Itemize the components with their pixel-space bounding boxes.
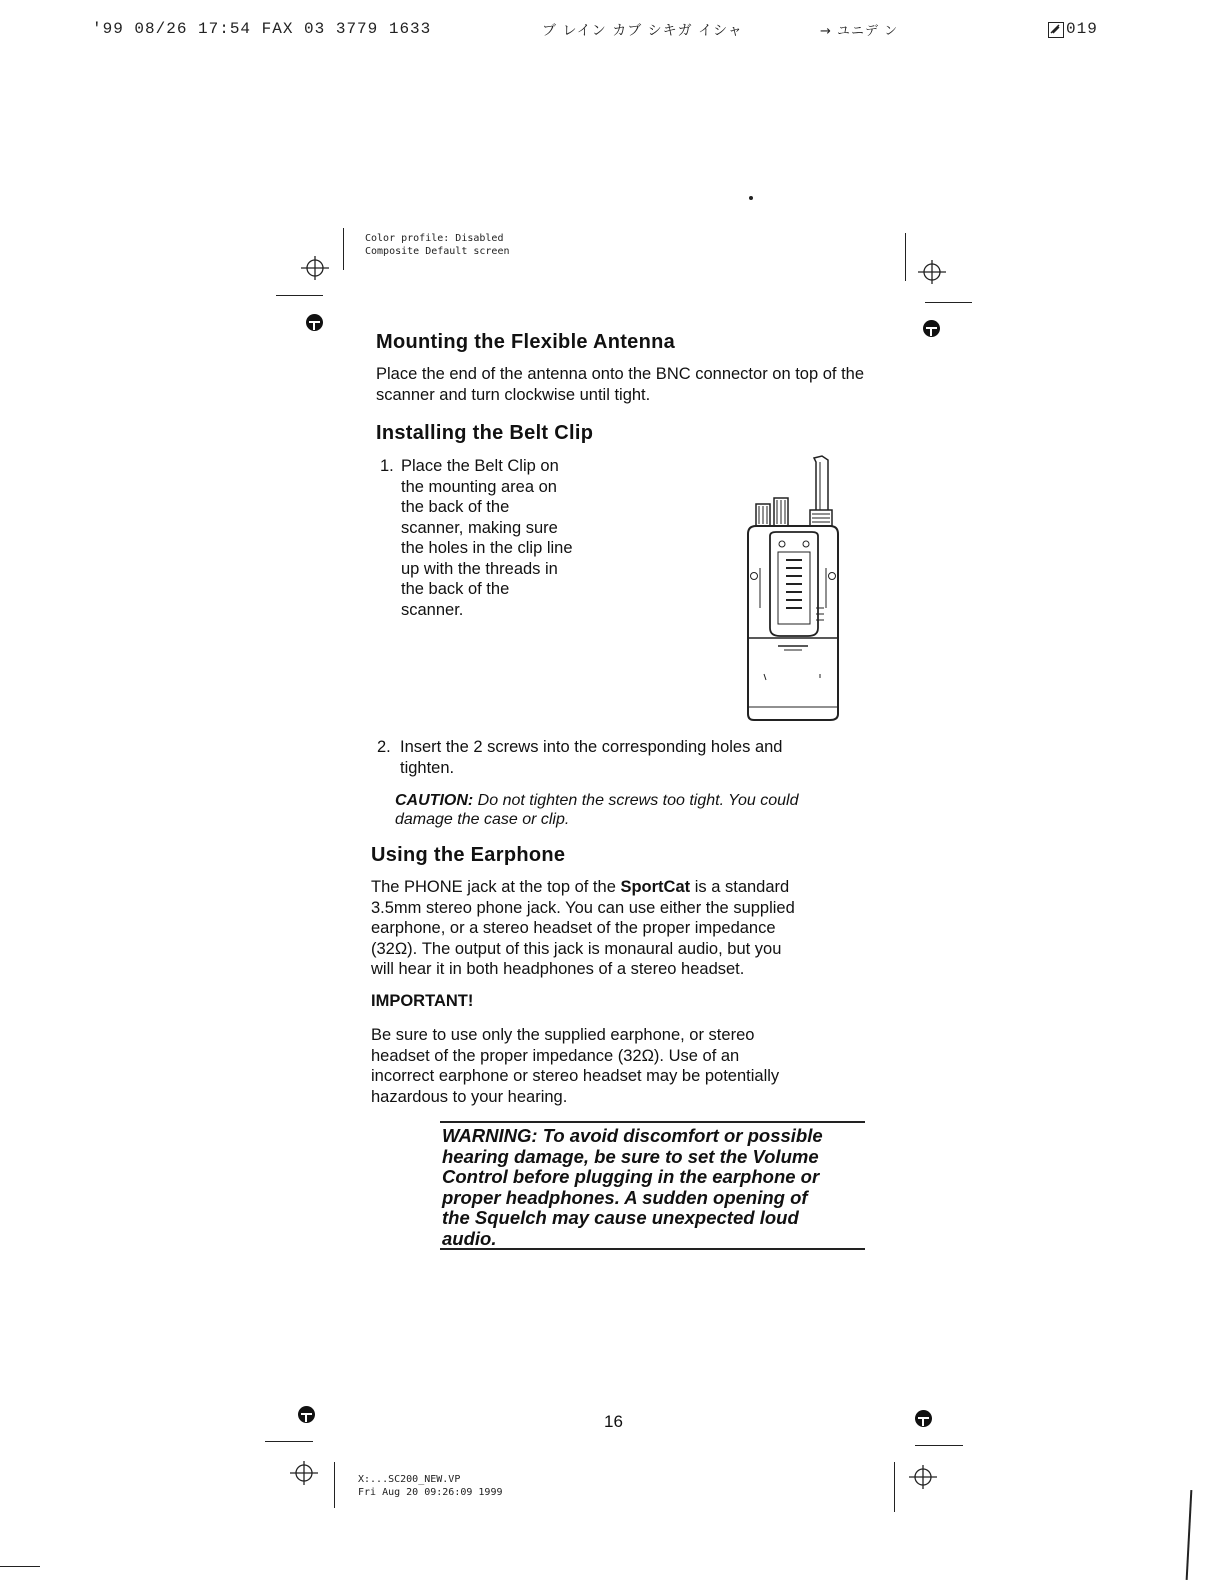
heading-antenna: Mounting the Flexible Antenna [376,331,676,353]
earphone-paragraph-1 [371,877,871,980]
page-number: 16 [604,1412,623,1431]
paragraph-line: Be sure to use only the supplied earphone, or stereo [371,1026,755,1044]
text-run: The PHONE jack at the top of the [371,878,621,896]
paragraph-line: 3.5mm stereo phone jack. You can use either the supplied [371,898,795,917]
step-line: the mounting area on [401,477,557,496]
step-line: up with the threads in [401,559,558,578]
crop-line [276,295,323,296]
step-number: 2. [377,738,391,756]
step-line: tighten. [400,758,455,777]
registration-crosshair-icon [918,258,946,291]
paragraph-line: hazardous to your hearing. [371,1087,568,1106]
caution-note [395,791,865,829]
fax-icon [1048,22,1064,38]
paragraph-line: will hear it in both headphones of a stereo headset. [371,960,745,978]
registration-dot-icon [298,1406,315,1423]
warning-line: Control before plugging in the earphone or [442,1166,820,1187]
print-meta-bottom [358,1473,503,1499]
registration-crosshair-icon [909,1463,937,1496]
crop-line [894,1462,895,1512]
registration-crosshair-icon [290,1459,318,1492]
important-label: IMPORTANT! [371,992,474,1010]
registration-dot-icon [306,314,323,331]
warning-line: the Squelch may cause unexpected loud [442,1207,799,1228]
fax-header-left: '99 08/26 17:54 FAX 03 3779 1633 [92,20,432,38]
print-meta-line: Fri Aug 20 09:26:09 1999 [358,1487,503,1498]
step-line: Insert the 2 screws into the corresponding holes and [400,738,783,756]
warning-line: audio. [442,1227,497,1249]
step-line: the back of the [401,498,510,516]
belt-clip-step-1 [380,456,620,620]
heading-belt-clip: Installing the Belt Clip [376,422,594,444]
scan-edge [1186,1490,1193,1580]
paragraph-line: incorrect earphone or stereo headset may be potentially [371,1067,780,1085]
registration-dot-icon [923,320,940,337]
warning-box [442,1126,872,1249]
paragraph-line: (32Ω). The output of this jack is monaural audio, but you [371,939,782,958]
stray-mark [749,196,753,200]
caution-line: damage the case or clip. [395,811,570,828]
step-line: scanner, making sure [401,518,558,537]
step-line: Place the Belt Clip on [401,457,559,475]
text-run: is a standard [690,878,790,896]
crop-line [925,302,972,303]
crop-line [915,1445,963,1446]
print-meta-line: Composite Default screen [365,246,510,257]
warning-line: WARNING: To avoid discomfort or possible [442,1125,823,1146]
heading-earphone: Using the Earphone [371,844,566,866]
crop-line [334,1462,335,1508]
print-meta-line: X:...SC200_NEW.VP [358,1474,461,1485]
caution-line: Do not tighten the screws too tight. You could [473,792,799,809]
antenna-text: Place the end of the antenna onto the BNC connector on top of the scanner and turn clockwise until tight. [376,365,865,404]
fax-header-recipient: → ユニデ ン [820,24,899,39]
warning-line: hearing damage, be sure to set the Volume [442,1145,819,1167]
warning-line: proper headphones. A sudden opening of [442,1186,808,1208]
scanner-illustration [742,452,846,727]
registration-crosshair-icon [301,254,329,287]
crop-line [265,1441,313,1442]
warning-rule-bottom [440,1248,865,1250]
print-meta-line: Color profile: Disabled [365,233,504,244]
step-number: 1. [380,457,394,475]
paragraph-line: earphone, or a stereo headset of the proper impedance [371,919,776,937]
step-line: the holes in the clip line [401,539,573,557]
belt-clip-step-2 [377,737,857,778]
print-meta-top [365,232,510,258]
step-line: scanner. [401,600,464,619]
product-name: SportCat [620,878,691,896]
paragraph-line: headset of the proper impedance (32Ω). Use of an [371,1046,740,1065]
earphone-paragraph-2 [371,1025,851,1107]
fax-header-sender: ブ レイン カブ シキガ イシャ [542,23,743,39]
caution-label: CAUTION: [395,792,474,809]
crop-line [905,233,906,281]
crop-line [343,228,344,270]
registration-dot-icon [915,1410,932,1427]
warning-rule-top [440,1121,865,1123]
step-line: the back of the [401,580,510,598]
scan-edge [0,1566,40,1567]
fax-page-number: 019 [1066,20,1098,38]
